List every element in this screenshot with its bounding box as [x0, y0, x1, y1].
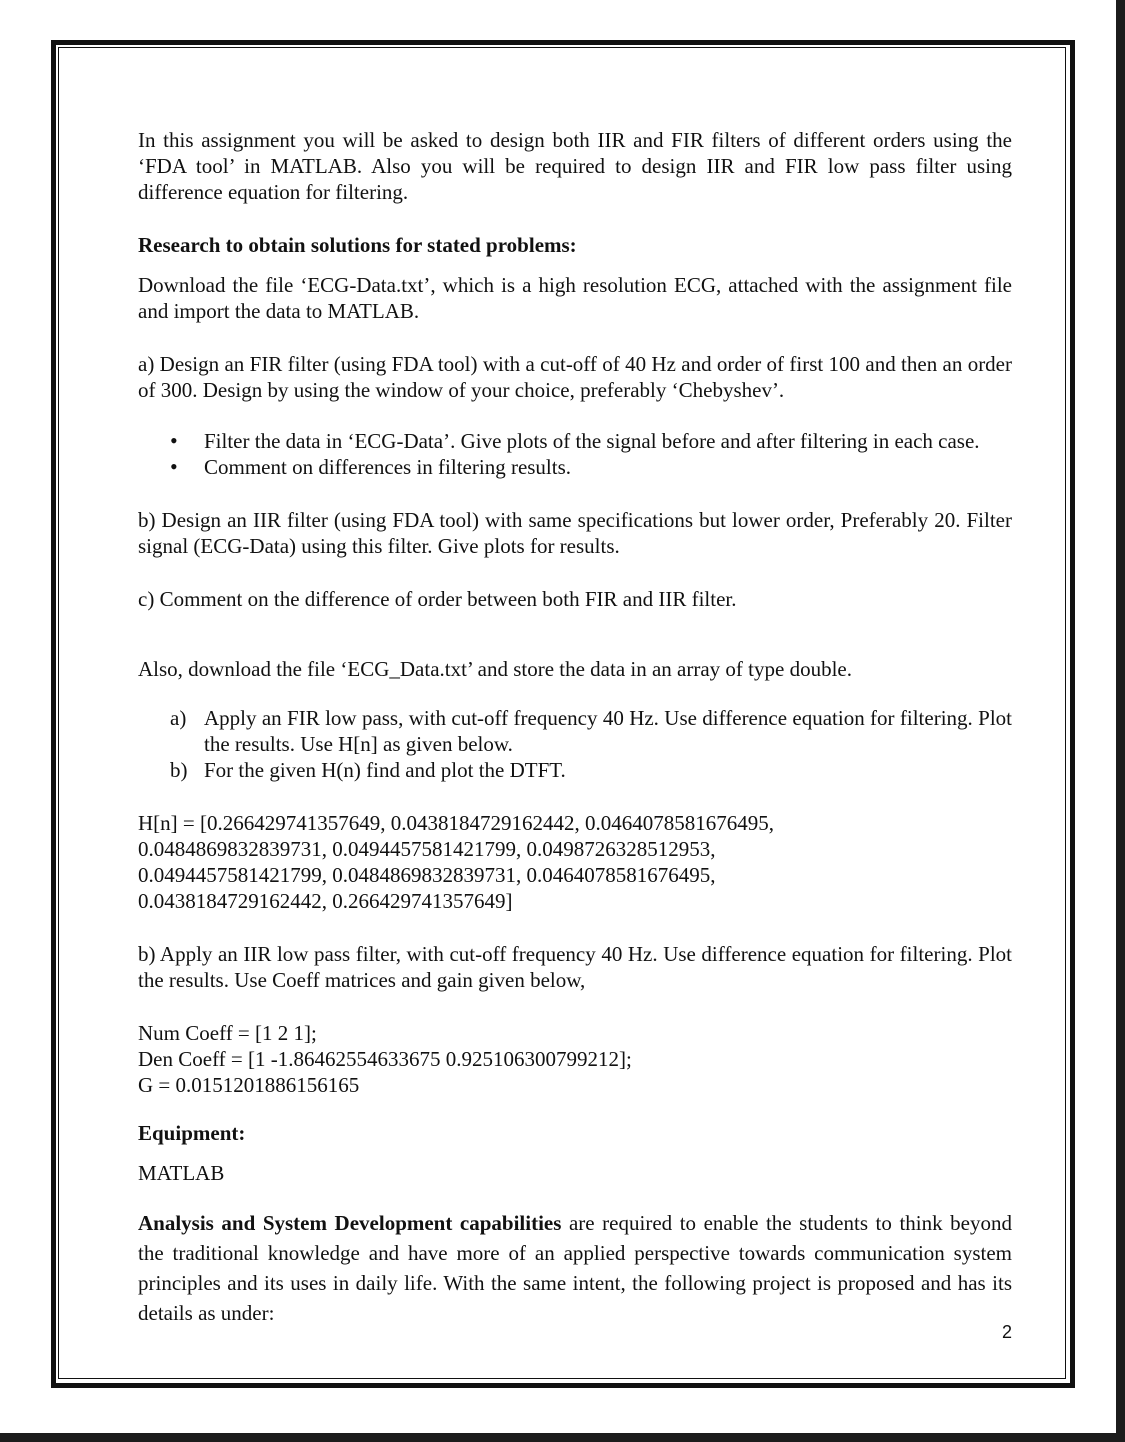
- step-item: [170, 705, 1012, 757]
- hn-line: 0.0438184729162442, 0.266429741357649]: [138, 889, 513, 913]
- task-a-paragraph: a) Design an FIR filter (using FDA tool) with a cut-off of 40 Hz and order of first 100 and then an order of 300. Design by using the window of your choice, preferably ‘Chebyshev’.: [138, 352, 1012, 402]
- iir-paragraph: b) Apply an IIR low pass filter, with cut-off frequency 40 Hz. Use difference equation for filtering. Plot the results. Use Coeff matrices and gain given below,: [138, 942, 1012, 992]
- scan-edge-right: [1116, 0, 1125, 1442]
- equipment-value: MATLAB: [138, 1161, 225, 1185]
- hn-line: 0.0494457581421799, 0.0484869832839731, 0.0464078581676495,: [138, 863, 716, 887]
- analysis-paragraph: [138, 1208, 1012, 1328]
- intro-paragraph: In this assignment you will be asked to design both IIR and FIR filters of different orders using the ‘FDA tool’ in MATLAB. Also you will be required to design IIR and FIR low pass filter using difference equation for filtering.: [138, 128, 1012, 204]
- task-b-paragraph: b) Design an IIR filter (using FDA tool) with same specifications but lower order, Preferably 20. Filter signal (ECG-Data) using this filter. Give plots for results.: [138, 508, 1012, 558]
- analysis-rest: are required to enable the students to think beyond the traditional knowledge and have more of an applied perspective towards communication system principles and its uses in daily life. With the same intent, the following project is proposed and has its details as under:: [138, 1211, 1012, 1325]
- hn-line: 0.0484869832839731, 0.0494457581421799, 0.0498726328512953,: [138, 837, 716, 861]
- coeff-line: G = 0.0151201886156165: [138, 1073, 360, 1097]
- bullet-item: • Filter the data in ‘ECG-Data’. Give plots of the signal before and after filtering in each case.: [204, 428, 1012, 454]
- page-number: 2: [1001, 1322, 1012, 1342]
- hn-line: H[n] = [0.266429741357649, 0.0438184729162442, 0.0464078581676495,: [138, 811, 774, 835]
- coeff-line: Den Coeff = [1 -1.86462554633675 0.925106300799212];: [138, 1047, 632, 1071]
- analysis-bold-phrase: Analysis and System Development capabilities: [138, 1211, 562, 1235]
- equipment-heading: Equipment:: [138, 1121, 246, 1145]
- hn-coefficients: [138, 810, 1012, 914]
- iir-coefficients: [138, 1020, 1012, 1098]
- step-marker: b): [170, 758, 188, 782]
- step-item: [170, 757, 1012, 783]
- task-c-paragraph: c) Comment on the difference of order between both FIR and IIR filter.: [138, 587, 737, 611]
- lowpass-steps: [138, 705, 1012, 783]
- step-text: Apply an FIR low pass, with cut-off frequency 40 Hz. Use difference equation for filtering. Plot the results. Use H[n] as given below.: [204, 706, 1012, 756]
- bullet-item: • Comment on differences in filtering results.: [204, 454, 1012, 480]
- also-paragraph: Also, download the file ‘ECG_Data.txt’ and store the data in an array of type double.: [138, 657, 852, 681]
- download-paragraph: Download the file ‘ECG-Data.txt’, which is a high resolution ECG, attached with the assignment file and import the data to MATLAB.: [138, 273, 1012, 323]
- coeff-line: Num Coeff = [1 2 1];: [138, 1021, 317, 1045]
- scan-edge-bottom: [0, 1433, 1125, 1442]
- research-heading: Research to obtain solutions for stated problems:: [138, 233, 577, 257]
- step-text: For the given H(n) find and plot the DTFT.: [204, 758, 566, 782]
- document-body: [138, 127, 1012, 1328]
- task-a-bullets: [138, 428, 1012, 480]
- step-marker: a): [170, 706, 187, 730]
